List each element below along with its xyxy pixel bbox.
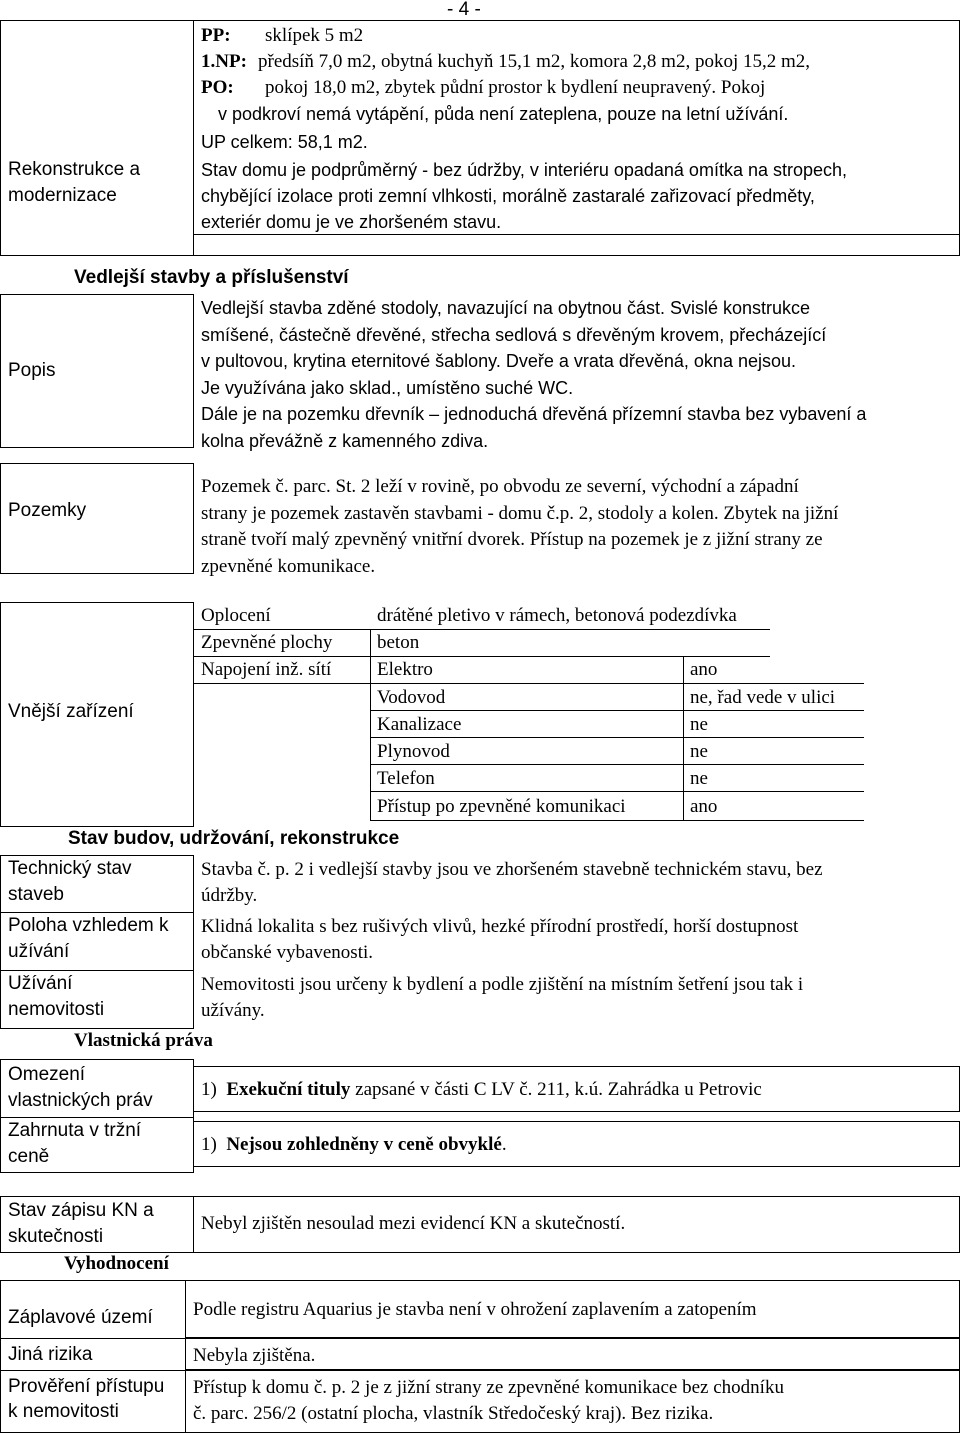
restriction-bold: Exekuční tituly [226, 1079, 351, 1100]
price-bold: Nejsou zohledněny v ceně obvyklé [226, 1134, 502, 1155]
np-key: 1.NP: [201, 51, 247, 72]
fence-value: drátěné pletivo v rámech, betonová podezdívka [377, 605, 737, 626]
utility-value: ano [690, 796, 718, 817]
price-rest: . [501, 1134, 507, 1155]
paved-key: Zpevněné plochy [201, 632, 333, 653]
pp-key: PP: [201, 25, 231, 46]
restriction-label-2: vlastnických práv [8, 1090, 153, 1111]
utility-value: ne, řad vede v ulici [690, 687, 836, 708]
restriction-num: 1) [201, 1079, 217, 1100]
utilities-key: Napojení inž. sítí [201, 659, 332, 680]
cadastre-label-1: Stav zápisu KN a [8, 1200, 154, 1221]
access-line-2: č. parc. 256/2 (ostatní plocha, vlastník Středočeský kraj). Bez rizika. [193, 1403, 714, 1424]
price-label-2: ceně [8, 1146, 50, 1167]
land-line: Pozemek č. parc. St. 2 leží v rovině, po obvodu ze severní, východní a západní [201, 476, 799, 497]
pp-value: sklípek 5 m2 [265, 25, 364, 46]
access-label-2: k nemovitosti [8, 1401, 119, 1422]
ext-col-rule [683, 656, 684, 820]
use-line-2: užívány. [201, 1000, 265, 1021]
secondary-label: Popis [8, 360, 56, 381]
cadastre-label-2: skutečnosti [8, 1226, 104, 1247]
secondary-line: Vedlejší stavba zděné stodoly, navazující na obytnou část. Svislé konstrukce [201, 298, 811, 318]
risk-value: Nebyla zjištěna. [193, 1345, 316, 1366]
utility-value: ne [690, 741, 708, 762]
access-label-1: Prověření přístupu [8, 1376, 165, 1397]
land-line: strany je pozemek zastavěn stavbami - domu č.p. 2, stodoly a kolen. Zbytek na jižní [201, 502, 839, 524]
maintenance-heading: Stav budov, udržování, rekonstrukce [68, 828, 400, 849]
restriction-value [201, 1076, 762, 1103]
po-line-2: v podkroví nemá vytápění, půda není zateplena, pouze na letní užívání. [218, 104, 789, 124]
tech-line-1: Stavba č. p. 2 i vedlejší stavby jsou ve zhoršeném stavebně technickém stavu, bez [201, 859, 823, 880]
land-line: straně tvoří malý zpevněný vnitřní dvorek. Přístup na pozemek je z jižní strany ze [201, 529, 823, 550]
flood-label: Záplavové území [8, 1307, 153, 1328]
reconstruction-label-1: Rekonstrukce a [8, 159, 141, 180]
ext-rule [370, 791, 864, 792]
reconstruction-label-2: modernizace [8, 185, 117, 206]
ext-rule [370, 820, 864, 821]
utility-name: Přístup po zpevněné komunikaci [377, 796, 626, 817]
state-line-2: chybějící izolace proti zemní vlhkosti, morálně zastaralé zařizovací předměty, [201, 186, 815, 206]
risk-label: Jiná rizika [8, 1344, 93, 1365]
loc-label-2: užívání [8, 941, 70, 962]
utility-name: Vodovod [377, 687, 446, 708]
utility-value: ano [690, 659, 718, 680]
tech-line-2: údržby. [201, 885, 258, 906]
utility-value: ne [690, 714, 708, 735]
secondary-text [201, 295, 956, 454]
eval-rule [0, 1338, 186, 1339]
po-key: PO: [201, 77, 234, 98]
loc-label-1: Poloha vzhledem k [8, 915, 169, 936]
use-label-2: nemovitosti [8, 999, 105, 1020]
utility-name: Plynovod [377, 741, 450, 762]
cadastre-value: Nebyl zjištěn nesoulad mezi evidencí KN a skutečností. [201, 1213, 626, 1234]
price-value [201, 1131, 507, 1158]
fence-key: Oplocení [201, 605, 271, 626]
secondary-line: Je využívána jako sklad., umístěno suché WC. [201, 377, 574, 398]
secondary-heading: Vedlejší stavby a příslušenství [74, 267, 349, 288]
evaluation-heading: Vyhodnocení [64, 1253, 169, 1274]
tech-label-1: Technický stav [8, 858, 132, 879]
ownership-heading: Vlastnická práva [74, 1030, 213, 1051]
access-line-1: Přístup k domu č. p. 2 je z jižní strany ze zpevněné komunikace bez chodníku [193, 1377, 784, 1398]
utility-name: Telefon [377, 768, 435, 789]
eval-rule [0, 1370, 186, 1371]
np-value: předsíň 7,0 m2, obytná kuchyň 15,1 m2, komora 2,8 m2, pokoj 15,2 m2, [258, 51, 811, 72]
price-label-1: Zahrnuta v tržní [8, 1120, 142, 1141]
use-label-1: Užívání [8, 973, 73, 994]
restriction-label-1: Omezení [8, 1064, 86, 1085]
restriction-rest: zapsané v části C LV č. 211, k.ú. Zahrádka u Petrovic [350, 1079, 762, 1100]
po-value: pokoj 18,0 m2, zbytek půdní prostor k bydlení neupravený. Pokoj [265, 77, 766, 98]
utility-name: Kanalizace [377, 714, 462, 735]
state-line-3: exteriér domu je ve zhoršeném stavu. [201, 212, 502, 232]
state-line-1: Stav domu je podprůměrný - bez údržby, v interiéru opadaná omítka na stropech, [201, 160, 848, 180]
utility-value: ne [690, 768, 708, 789]
secondary-line: v pultovou, krytina eternitové šablony. Dveře a vrata dřevěná, okna nejsou. [201, 351, 797, 371]
flood-value: Podle registru Aquarius je stavba není v ohrožení zaplavením a zatopením [193, 1299, 757, 1320]
external-label: Vnější zařízení [8, 701, 134, 722]
land-line: zpevněné komunikace. [201, 555, 376, 577]
loc-line-1: Klidná lokalita s bez rušivých vlivů, hezké přírodní prostředí, horší dostupnost [201, 916, 799, 937]
land-text [201, 474, 956, 580]
secondary-line: Dále je na pozemku dřevník – jednoduchá dřevěná přízemní stavba bez vybavení a [201, 404, 867, 424]
reconstruction-divider [193, 20, 194, 256]
loc-line-2: občanské vybavenosti. [201, 942, 374, 963]
tech-label-2: staveb [8, 884, 64, 905]
price-num: 1) [201, 1134, 217, 1155]
utility-name: Elektro [377, 659, 433, 680]
secondary-line: smíšené, částečně dřevěné, střecha sedlová s dřevěným krovem, přecházející [201, 324, 827, 345]
use-line-1: Nemovitosti jsou určeny k bydlení a podle zjištění na místním šetření jsou tak i [201, 974, 804, 995]
up-total: UP celkem: 58,1 m2. [201, 132, 368, 152]
land-label: Pozemky [8, 500, 87, 521]
ext-col-rule [370, 629, 371, 820]
paved-value: beton [377, 632, 420, 653]
secondary-line: kolna převážně z kamenného zdiva. [201, 430, 489, 451]
page-number: - 4 - [447, 0, 481, 20]
